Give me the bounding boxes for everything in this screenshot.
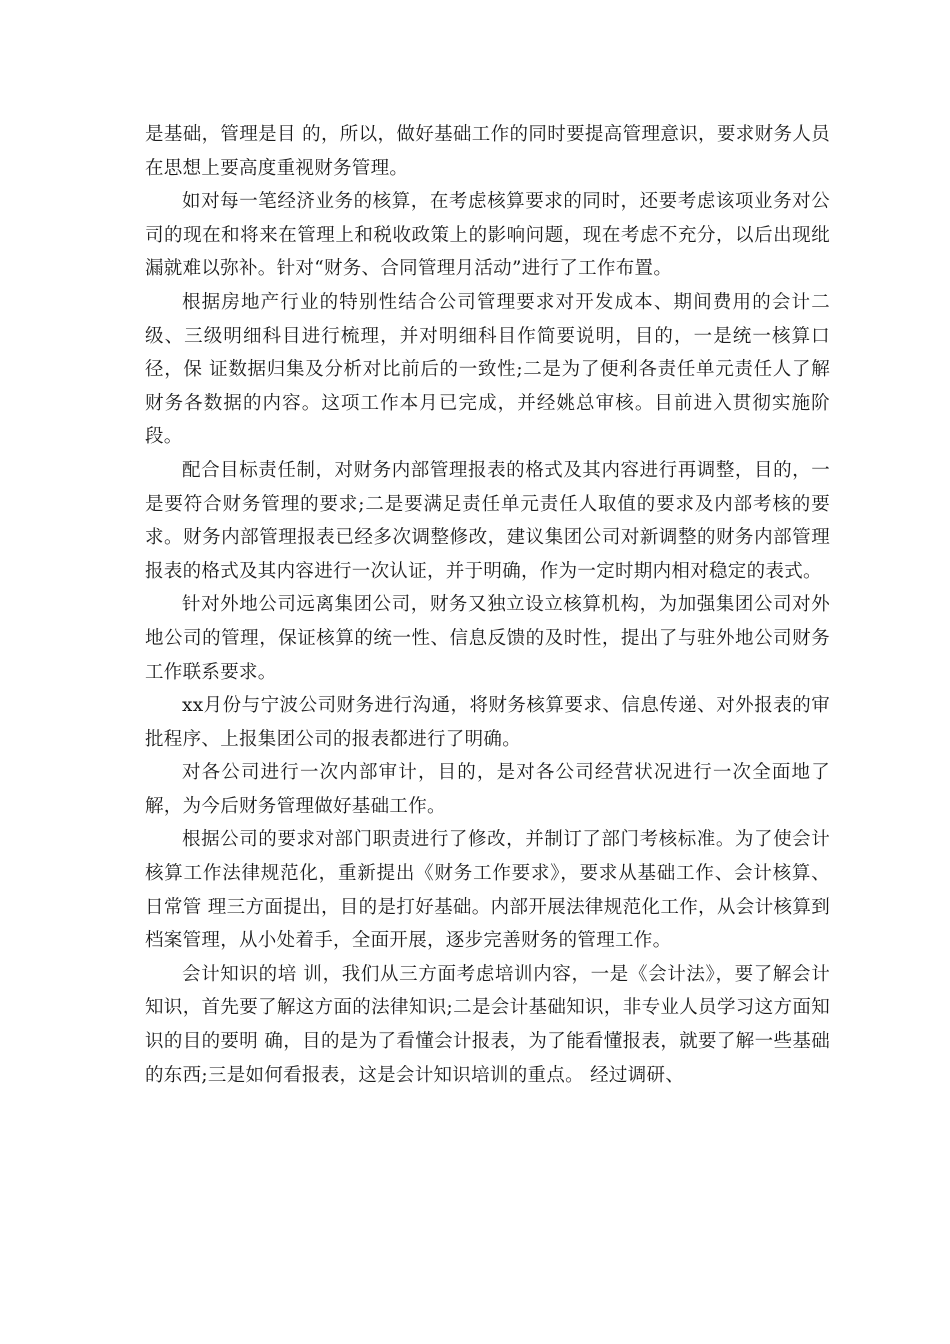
paragraph-4: 配合目标责任制，对财务内部管理报表的格式及其内容进行再调整，目的，一是要符合财务管理的要求;二是要满足责任单元责任人取值的要求及内部考核的要 求。财务内部管理报表已经多次调整修改，建议集团公司对新调整的财务内部管理报表的格式及其内容进行一次认证，并于明确，作为一定时期内相对稳定的表式。 <box>145 459 837 582</box>
paragraph-6: xx月份与宁波公司财务进行沟通，将财务核算要求、信息传递、对外报表的审批程序、上报集团公司的报表都进行了明确。 <box>145 695 830 750</box>
paragraph-8: 根据公司的要求对部门职责进行了修改，并制订了部门考核标准。为了使会计核算工作法律规范化，重新提出《财务工作要求》，要求从基础工作、会计核算、日常管 理三方面提出，目的是打好基础。内部开展法律规范化工作，从会计核算到档案管理，从小处着手，全面开展，逐步完善财务的管理工作。 <box>145 829 830 952</box>
paragraph-5: 针对外地公司远离集团公司，财务又独立设立核算机构，为加强集团公司对外地公司的管理，保证核算的统一性、信息反馈的及时性，提出了与驻外地公司财务工作联系要求。 <box>145 594 830 683</box>
paragraph-2: 如对每一笔经济业务的核算，在考虑核算要求的同时，还要考虑该项业务对公司的现在和将来在管理上和税收政策上的影响问题，现在考虑不充分，以后出现纰漏就难以弥补。针对“财务、合同管理月活动”进行了工作布置。 <box>145 191 830 280</box>
paragraph-7: 对各公司进行一次内部审计，目的，是对各公司经营状况进行一次全面地了解，为今后财务管理做好基础工作。 <box>145 762 830 817</box>
paragraph-1: 是基础，管理是目 的，所以，做好基础工作的同时要提高管理意识，要求财务人员在思想上要高度重视财务管理。 <box>145 124 830 179</box>
paragraph-9: 会计知识的培 训，我们从三方面考虑培训内容，一是《会计法》，要了解会计知识，首先要了解这方面的法律知识;二是会计基础知识，非专业人员学习这方面知识的目的要明 确，目的是为了看懂会计报表，为了能看懂报表，就要了解一些基础的东西;三是如何看报表，这是会计知识培训的重点。 经过调研、 <box>145 963 830 1086</box>
paragraph-3: 根据房地产行业的特别性结合公司管理要求对开发成本、期间费用的会计二级、三级明细科目进行梳理，并对明细科目作简要说明，目的，一是统一核算口径，保 证数据归集及分析对比前后的一致性;二是为了便利各责任单元责任人了解财务各数据的内容。这项工作本月已完成，并经姚总审核。目前进入贯彻实施阶段。 <box>145 291 830 448</box>
